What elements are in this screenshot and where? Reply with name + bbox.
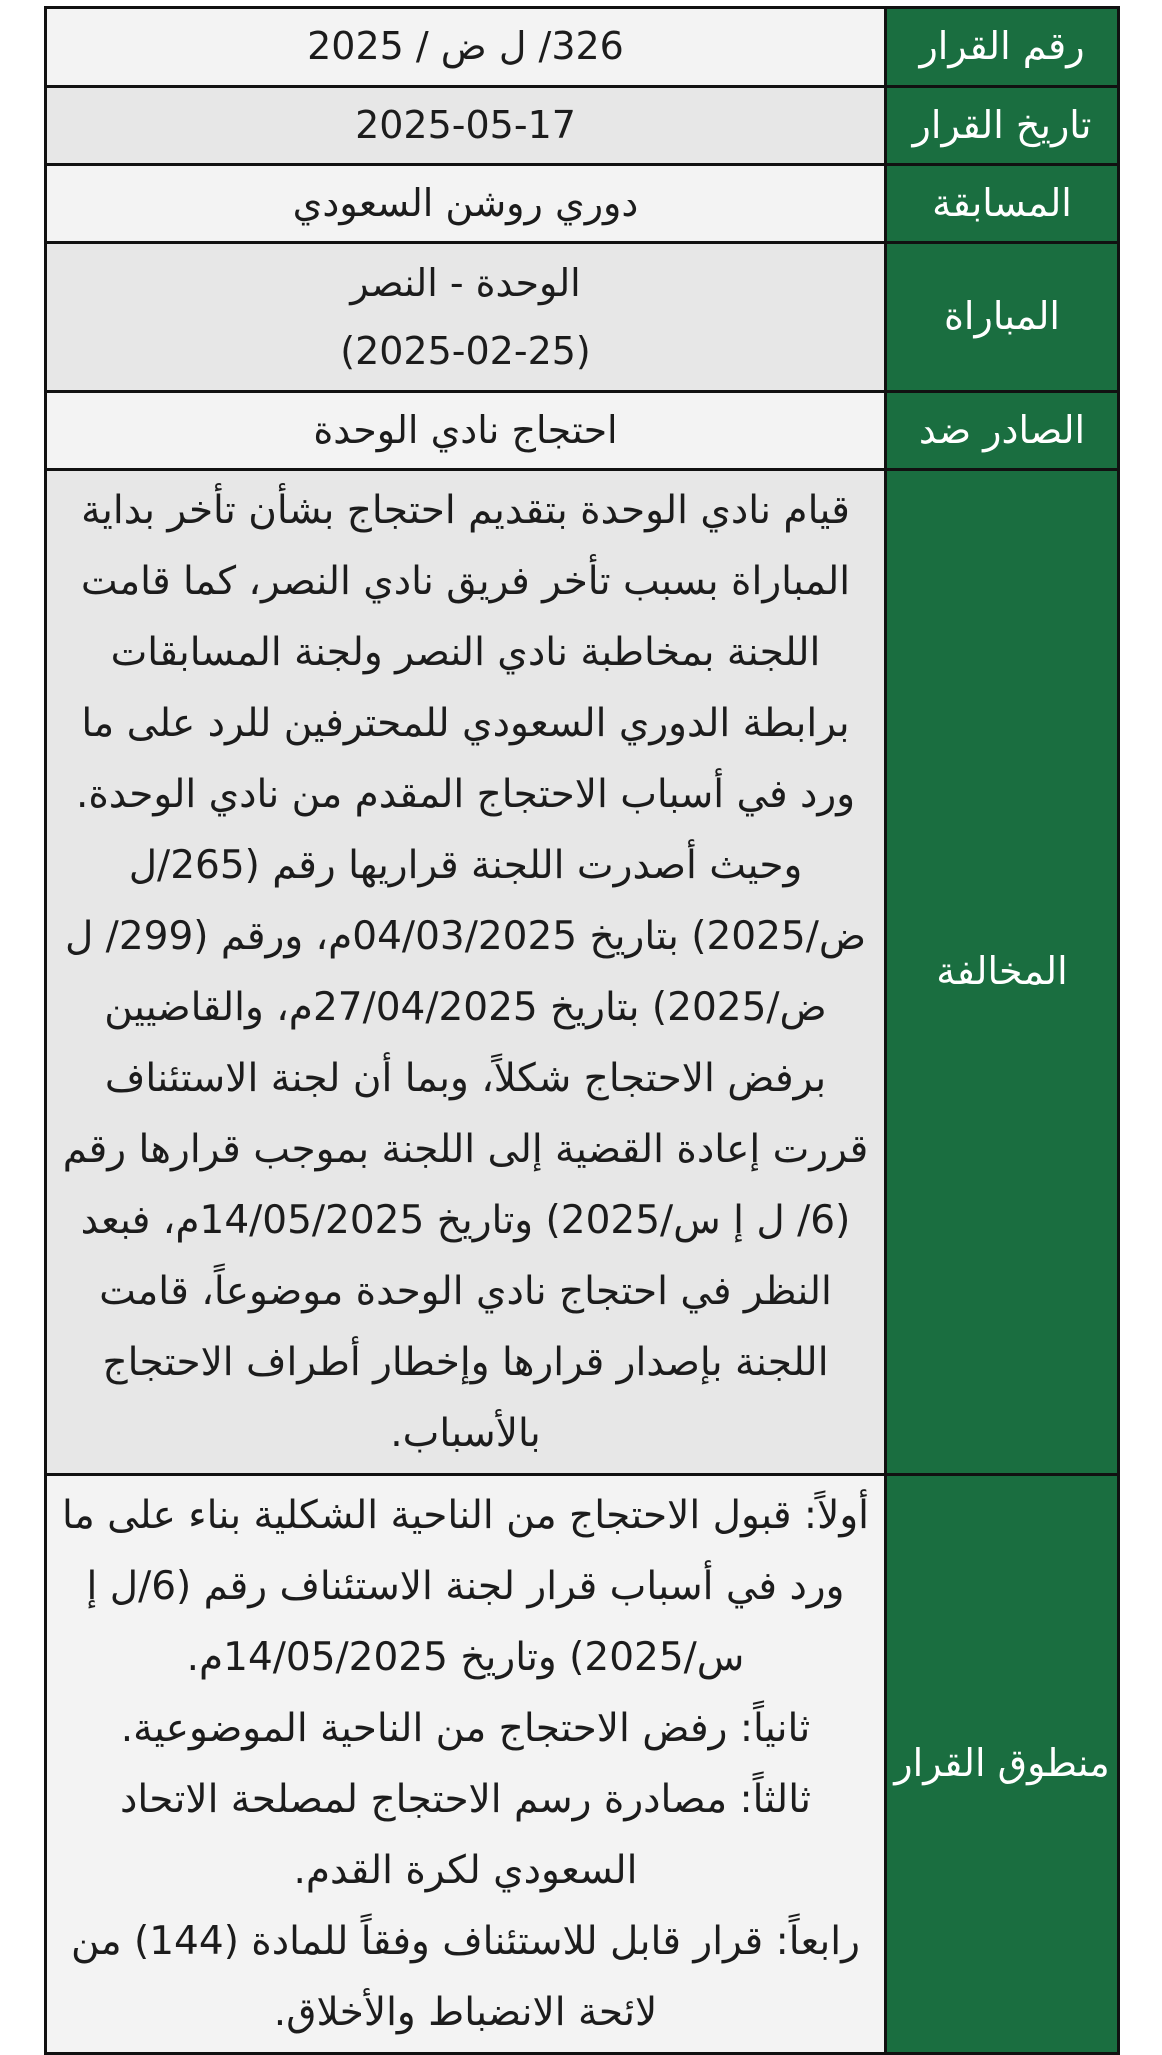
decision-table <box>44 6 1120 2055</box>
violation-label: المخالفة <box>886 470 1119 1475</box>
decision-date-value: 2025-05-17 <box>46 87 886 165</box>
issued-against-label: الصادر ضد <box>886 392 1119 470</box>
row-competition <box>46 165 1119 243</box>
row-violation <box>46 470 1119 1475</box>
ruling-label: منطوق القرار <box>886 1475 1119 2054</box>
row-decision-date <box>46 87 1119 165</box>
match-value <box>46 243 886 392</box>
decision-date-label: تاريخ القرار <box>886 87 1119 165</box>
competition-label: المسابقة <box>886 165 1119 243</box>
issued-against-value: احتجاج نادي الوحدة <box>46 392 886 470</box>
competition-value: دوري روشن السعودي <box>46 165 886 243</box>
violation-text: قيام نادي الوحدة بتقديم احتجاج بشأن تأخر بداية المباراة بسبب تأخر فريق نادي النصر، كما قامت اللجنة بمخاطبة نادي النصر ولجنة المسابقات برابطة الدوري السعودي للمحترفين للرد على ما ورد في أسباب الاحتجاج المقدم من نادي الوحدة. وحيث أصدرت اللجنة قراريها رقم (265/ل ض/2025) بتاريخ 04/03/2025م، ورقم (299/ ل ض/2025) بتاريخ 27/04/2025م، والقاضيين برفض الاحتجاج شكلاً، وبما أن لجنة الاستئناف قررت إعادة القضية إلى اللجنة بموجب قرارها رقم (6/ ل إ س/2025) وتاريخ 14/05/2025م، فبعد النظر في احتجاج نادي الوحدة موضوعاً، قامت اللجنة بإصدار قرارها وإخطار أطراف الاحتجاج بالأسباب. <box>46 470 886 1475</box>
match-date: (2025-02-25) <box>340 329 591 373</box>
decision-number-label: رقم القرار <box>886 8 1119 87</box>
row-ruling <box>46 1475 1119 2054</box>
ruling-text: أولاً: قبول الاحتجاج من الناحية الشكلية بناء على ما ورد في أسباب قرار لجنة الاستئناف رقم (6/ل إ س/2025) وتاريخ 14/05/2025م. ثانياً: رفض الاحتجاج من الناحية الموضوعية. ثالثاً: مصادرة رسم الاحتجاج لمصلحة الاتحاد السعودي لكرة القدم. رابعاً: قرار قابل للاستئناف وفقاً للمادة (144) من لائحة الانضباط والأخلاق. <box>46 1475 886 2054</box>
row-issued-against <box>46 392 1119 470</box>
decision-number-value: 326/ ل ض / 2025 <box>46 8 886 87</box>
match-label: المباراة <box>886 243 1119 392</box>
match-teams: الوحدة - النصر <box>350 261 581 305</box>
row-decision-number <box>46 8 1119 87</box>
row-match <box>46 243 1119 392</box>
